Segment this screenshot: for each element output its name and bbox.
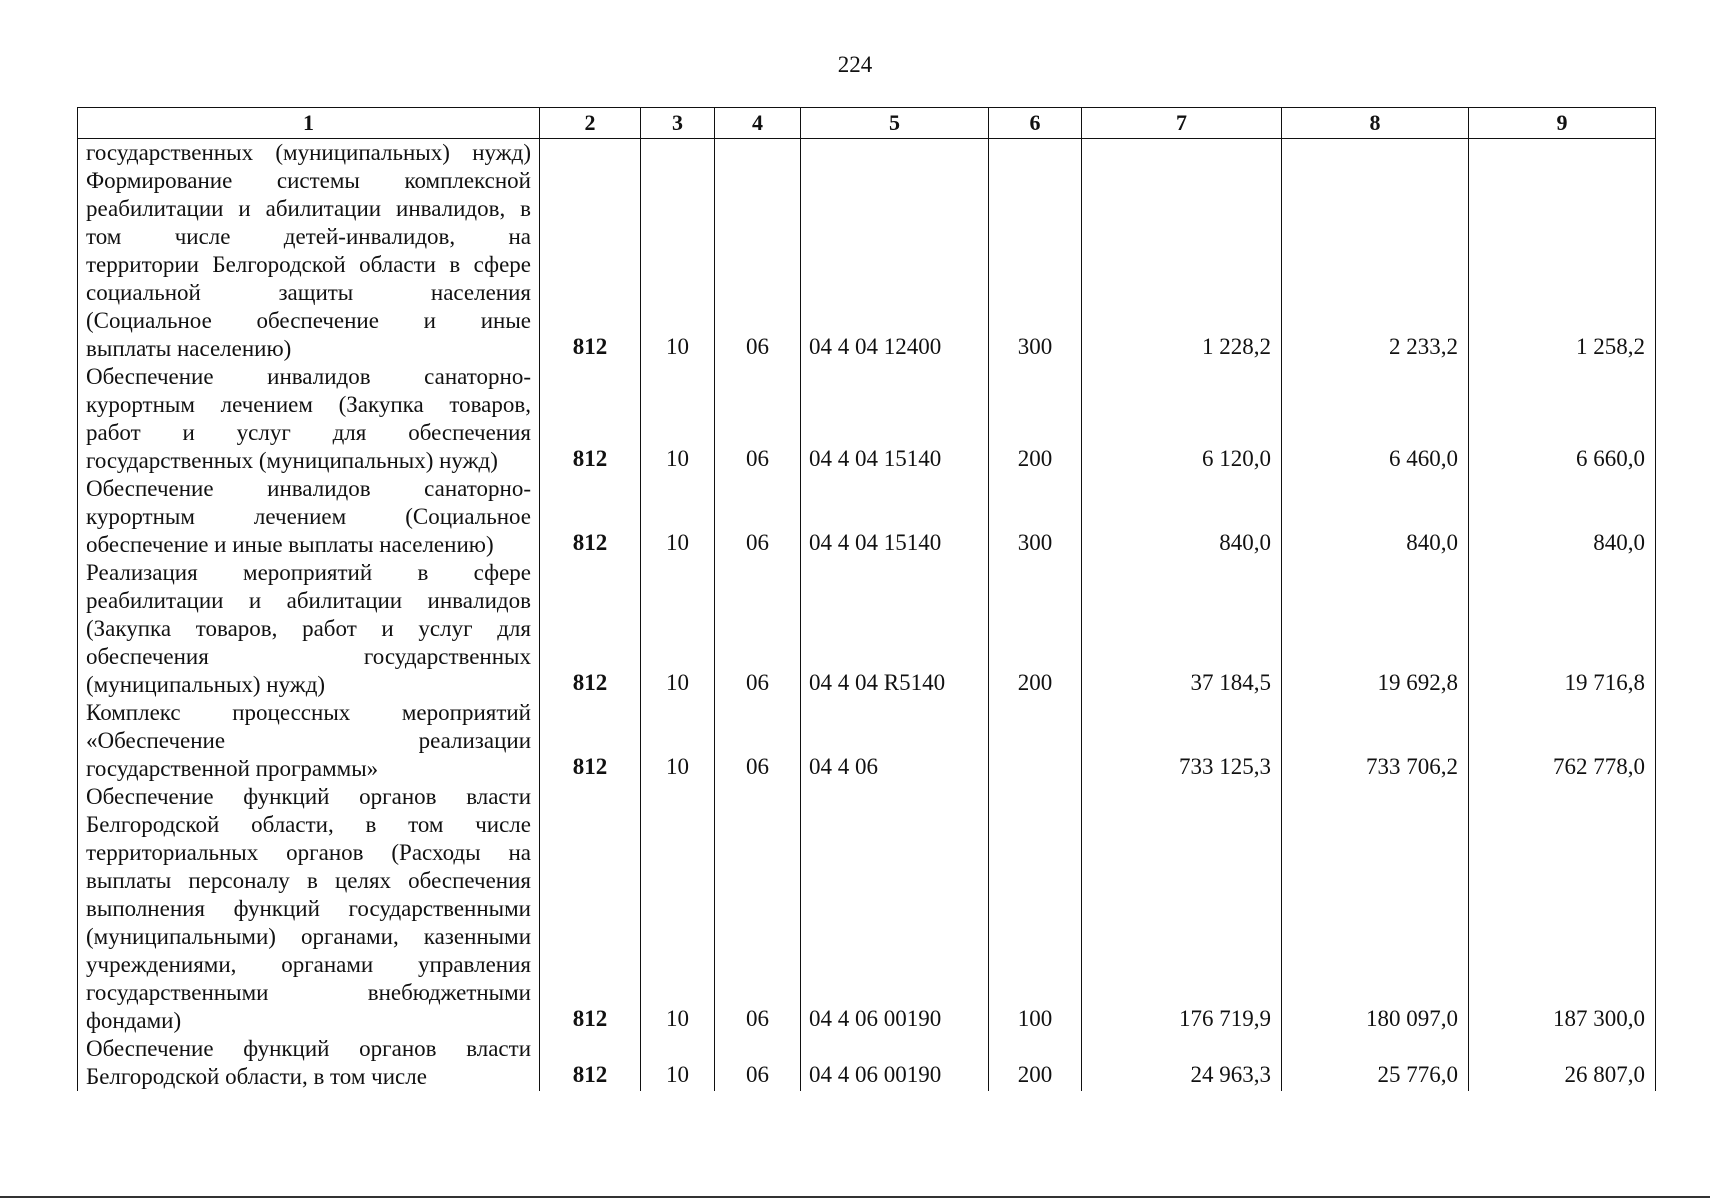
row-description <box>78 1035 540 1091</box>
cell-amount-col8: 180 097,0 <box>1282 783 1469 1035</box>
cell-section: 10 <box>641 1035 715 1091</box>
description-line: работ и услуг для обеспечения <box>86 420 531 445</box>
row-description <box>78 363 540 475</box>
cell-amount-col9: 6 660,0 <box>1469 363 1656 475</box>
description-line: Реализация мероприятий в сфере <box>86 560 531 585</box>
description-line: территориальных органов (Расходы на <box>86 840 531 865</box>
description-line: обеспечения государственных <box>86 644 531 669</box>
description-line: учреждениями, органами управления <box>86 952 531 977</box>
bottom-scan-edge <box>0 1196 1710 1198</box>
table-row <box>78 699 1656 783</box>
cell-amount-col7: 1 228,2 <box>1082 139 1282 364</box>
cell-amount-col8: 840,0 <box>1282 475 1469 559</box>
cell-amount-col7: 24 963,3 <box>1082 1035 1282 1091</box>
cell-grbs-code: 812 <box>540 783 641 1035</box>
cell-amount-col9: 19 716,8 <box>1469 559 1656 699</box>
description-line: «Обеспечение реализации <box>86 728 531 753</box>
table-row <box>78 475 1656 559</box>
cell-grbs-code: 812 <box>540 363 641 475</box>
cell-target-article: 04 4 06 00190 <box>801 1035 989 1091</box>
description-line: реабилитации и абилитации инвалидов, в <box>86 196 531 221</box>
cell-section: 10 <box>641 783 715 1035</box>
description-line: Комплекс процессных мероприятий <box>86 700 531 725</box>
description-line: (Социальное обеспечение и иные <box>86 308 531 333</box>
cell-grbs-code: 812 <box>540 699 641 783</box>
cell-subsection: 06 <box>715 783 801 1035</box>
cell-expense-type: 200 <box>989 559 1082 699</box>
cell-expense-type: 200 <box>989 1035 1082 1091</box>
cell-subsection: 06 <box>715 363 801 475</box>
cell-amount-col8: 6 460,0 <box>1282 363 1469 475</box>
column-header-3: 3 <box>641 108 715 139</box>
row-description <box>78 475 540 559</box>
column-header-7: 7 <box>1082 108 1282 139</box>
cell-amount-col9: 840,0 <box>1469 475 1656 559</box>
cell-amount-col8: 733 706,2 <box>1282 699 1469 783</box>
cell-target-article: 04 4 06 00190 <box>801 783 989 1035</box>
description-line: государственных (муниципальных) нужд) <box>86 140 531 165</box>
description-line: территории Белгородской области в сфере <box>86 252 531 277</box>
description-line: выполнения функций государственными <box>86 896 531 921</box>
cell-amount-col7: 37 184,5 <box>1082 559 1282 699</box>
description-line: (муниципальными) органами, казенными <box>86 924 531 949</box>
cell-subsection: 06 <box>715 475 801 559</box>
cell-section: 10 <box>641 475 715 559</box>
cell-section: 10 <box>641 699 715 783</box>
cell-expense-type: 300 <box>989 139 1082 364</box>
column-header-5: 5 <box>801 108 989 139</box>
cell-section: 10 <box>641 363 715 475</box>
cell-amount-col9: 26 807,0 <box>1469 1035 1656 1091</box>
row-description <box>78 699 540 783</box>
budget-table <box>77 107 1656 1091</box>
description-line: (муниципальных) нужд) <box>86 672 326 697</box>
description-line: Белгородской области, в том числе <box>86 1064 427 1089</box>
row-description <box>78 783 540 1035</box>
cell-amount-col7: 733 125,3 <box>1082 699 1282 783</box>
table-header <box>78 108 1656 139</box>
cell-amount-col7: 176 719,9 <box>1082 783 1282 1035</box>
description-line: обеспечение и иные выплаты населению) <box>86 532 494 557</box>
cell-amount-col8: 19 692,8 <box>1282 559 1469 699</box>
description-line: государственной программы» <box>86 756 379 781</box>
cell-target-article: 04 4 04 R5140 <box>801 559 989 699</box>
description-line: выплаты персоналу в целях обеспечения <box>86 868 531 893</box>
cell-target-article: 04 4 04 15140 <box>801 363 989 475</box>
cell-amount-col9: 187 300,0 <box>1469 783 1656 1035</box>
description-line: курортным лечением (Социальное <box>86 504 531 529</box>
description-line: государственных (муниципальных) нужд) <box>86 448 498 473</box>
description-line: Обеспечение инвалидов санаторно- <box>86 476 531 501</box>
cell-target-article: 04 4 04 12400 <box>801 139 989 364</box>
cell-grbs-code: 812 <box>540 475 641 559</box>
column-header-9: 9 <box>1469 108 1656 139</box>
description-line: (Закупка товаров, работ и услуг для <box>86 616 531 641</box>
table-row <box>78 559 1656 699</box>
column-header-8: 8 <box>1282 108 1469 139</box>
table-row <box>78 363 1656 475</box>
row-description <box>78 139 540 364</box>
cell-section: 10 <box>641 139 715 364</box>
description-line: курортным лечением (Закупка товаров, <box>86 392 531 417</box>
description-line: Обеспечение функций органов власти <box>86 1036 531 1061</box>
cell-amount-col7: 840,0 <box>1082 475 1282 559</box>
column-header-2: 2 <box>540 108 641 139</box>
cell-section: 10 <box>641 559 715 699</box>
cell-target-article: 04 4 06 <box>801 699 989 783</box>
column-header-6: 6 <box>989 108 1082 139</box>
description-line: том числе детей-инвалидов, на <box>86 224 531 249</box>
budget-table-sheet <box>77 107 1655 1091</box>
cell-expense-type <box>989 699 1082 783</box>
cell-subsection: 06 <box>715 1035 801 1091</box>
description-line: выплаты населению) <box>86 336 292 361</box>
cell-grbs-code: 812 <box>540 139 641 364</box>
description-line: Обеспечение функций органов власти <box>86 784 531 809</box>
page-number: 224 <box>837 52 873 77</box>
description-line: Формирование системы комплексной <box>86 168 531 193</box>
description-line: Белгородской области, в том числе <box>86 812 531 837</box>
table-row <box>78 783 1656 1035</box>
description-line: фондами) <box>86 1008 182 1033</box>
description-line: реабилитации и абилитации инвалидов <box>86 588 531 613</box>
column-header-1: 1 <box>78 108 540 139</box>
cell-subsection: 06 <box>715 559 801 699</box>
cell-subsection: 06 <box>715 699 801 783</box>
cell-expense-type: 200 <box>989 363 1082 475</box>
table-body <box>78 139 1656 1092</box>
description-line: государственными внебюджетными <box>86 980 531 1005</box>
description-line: Обеспечение инвалидов санаторно- <box>86 364 531 389</box>
cell-target-article: 04 4 04 15140 <box>801 475 989 559</box>
description-line: социальной защиты населения <box>86 280 531 305</box>
table-row <box>78 1035 1656 1091</box>
cell-amount-col7: 6 120,0 <box>1082 363 1282 475</box>
cell-grbs-code: 812 <box>540 559 641 699</box>
cell-grbs-code: 812 <box>540 1035 641 1091</box>
cell-expense-type: 100 <box>989 783 1082 1035</box>
cell-amount-col9: 762 778,0 <box>1469 699 1656 783</box>
row-description <box>78 559 540 699</box>
table-row <box>78 139 1656 364</box>
cell-amount-col8: 2 233,2 <box>1282 139 1469 364</box>
cell-expense-type: 300 <box>989 475 1082 559</box>
cell-amount-col8: 25 776,0 <box>1282 1035 1469 1091</box>
column-header-4: 4 <box>715 108 801 139</box>
cell-subsection: 06 <box>715 139 801 364</box>
cell-amount-col9: 1 258,2 <box>1469 139 1656 364</box>
